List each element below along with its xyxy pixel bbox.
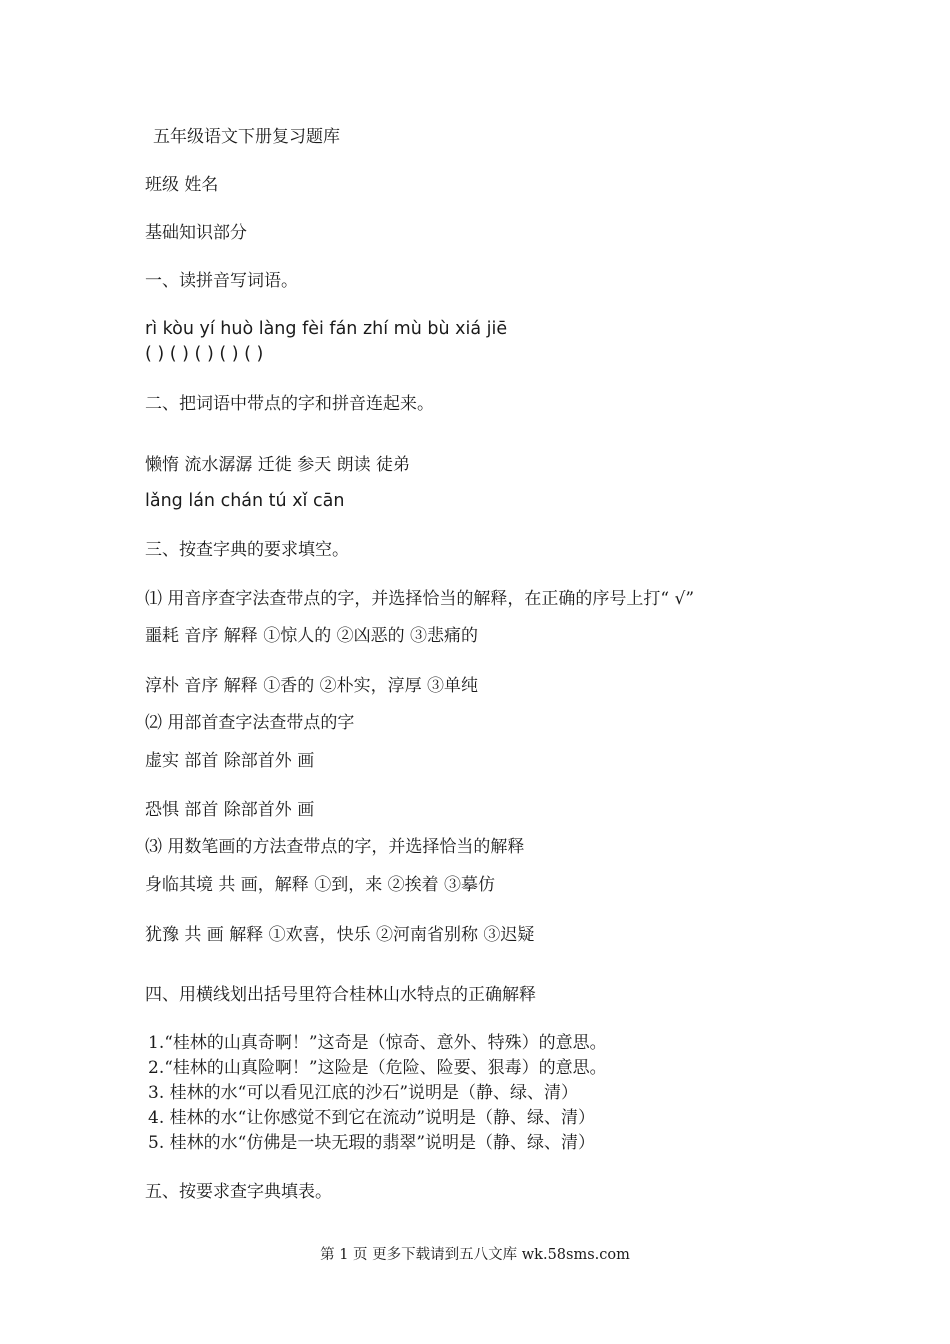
page-footer: 第 1 页 更多下载请到五八文库 wk.58sms.com [320, 1247, 630, 1263]
question-3-part-2-instruction: ⑵ 用部首查字法查带点的字 [145, 713, 355, 733]
question-2-pinyin: lǎng lán chán tú xǐ cān [145, 491, 345, 511]
question-3-part-3-item-2: 犹豫 共 画 解释 ①欢喜，快乐 ②河南省别称 ③迟疑 [145, 925, 535, 945]
question-3-part-2-item-1: 虚实 部首 除部首外 画 [145, 751, 315, 771]
question-4-item: 5. 桂林的水“仿佛是一块无瑕的翡翠”说明是（静、绿、清） [148, 1133, 596, 1153]
question-4-item: 4. 桂林的水“让你感觉不到它在流动”说明是（静、绿、清） [148, 1108, 596, 1128]
question-3-part-1-instruction: ⑴ 用音序查字法查带点的字，并选择恰当的解释，在正确的序号上打“ √” [145, 589, 695, 609]
question-2-words: 懒惰 流水潺潺 迁徙 参天 朗读 徒弟 [145, 455, 411, 475]
question-1-blanks: ( ) ( ) ( ) ( ) ( ) [145, 344, 264, 364]
section-heading-basic: 基础知识部分 [145, 223, 247, 243]
question-4-item: 1.“桂林的山真奇啊！”这奇是（惊奇、意外、特殊）的意思。 [148, 1033, 607, 1053]
question-1-pinyin: rì kòu yí huò làng fèi fán zhí mù bù xiá jiē [145, 319, 508, 339]
question-3-part-1-item-1: 噩耗 音序 解释 ①惊人的 ②凶恶的 ③悲痛的 [145, 626, 479, 646]
question-3-part-3-instruction: ⑶ 用数笔画的方法查带点的字，并选择恰当的解释 [145, 837, 525, 857]
question-3-part-3-item-1: 身临其境 共 画，解释 ①到，来 ②挨着 ③摹仿 [145, 875, 496, 895]
document-title: 五年级语文下册复习题库 [153, 127, 340, 147]
question-3-part-2-item-2: 恐惧 部首 除部首外 画 [145, 800, 315, 820]
question-4-heading: 四、用横线划出括号里符合桂林山水特点的正确解释 [145, 985, 536, 1005]
question-4-item: 3. 桂林的水“可以看见江底的沙石”说明是（静、绿、清） [148, 1083, 579, 1103]
question-3-part-1-item-2: 淳朴 音序 解释 ①香的 ②朴实，淳厚 ③单纯 [145, 676, 479, 696]
question-3-heading: 三、按查字典的要求填空。 [145, 540, 349, 560]
question-5-heading: 五、按要求查字典填表。 [145, 1182, 332, 1202]
class-name-line: 班级 姓名 [145, 175, 219, 195]
question-4-item: 2.“桂林的山真险啊！”这险是（危险、险要、狠毒）的意思。 [148, 1058, 607, 1078]
question-1-heading: 一、读拼音写词语。 [145, 271, 298, 291]
question-2-heading: 二、把词语中带点的字和拼音连起来。 [145, 394, 434, 414]
